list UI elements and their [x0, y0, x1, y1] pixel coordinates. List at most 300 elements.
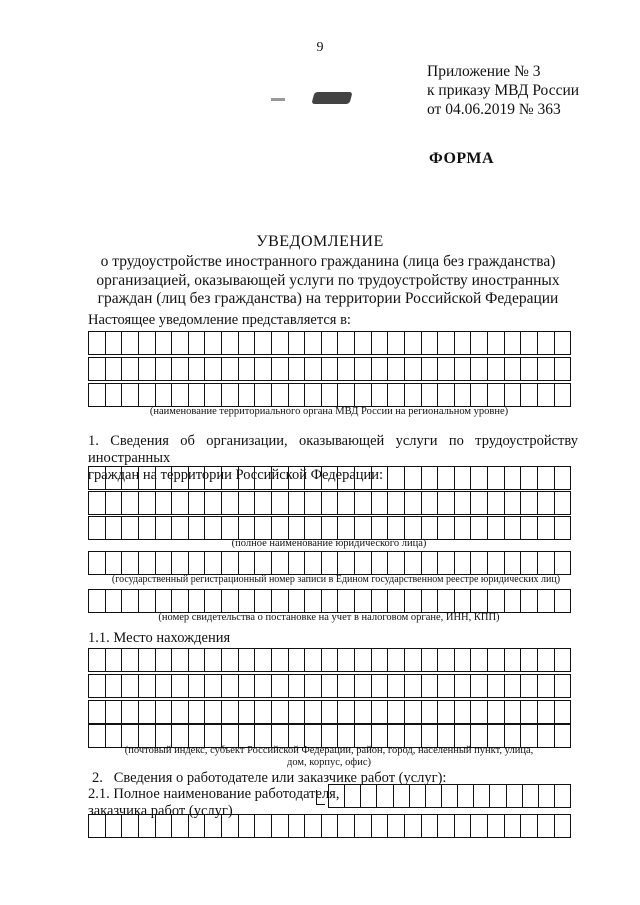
- input-cell[interactable]: [455, 649, 472, 671]
- input-cell[interactable]: [455, 590, 472, 612]
- input-cell[interactable]: [372, 649, 389, 671]
- input-cell[interactable]: [189, 675, 206, 697]
- input-cell[interactable]: [156, 332, 173, 354]
- input-cell[interactable]: [89, 590, 106, 612]
- input-cell[interactable]: [255, 552, 272, 574]
- input-cell[interactable]: [388, 552, 405, 574]
- input-cell[interactable]: [555, 358, 572, 380]
- input-cell[interactable]: [388, 815, 405, 837]
- input-cell[interactable]: [507, 785, 523, 807]
- input-cell[interactable]: [471, 467, 488, 489]
- employer-name-field-row-2[interactable]: [88, 814, 571, 838]
- input-cell[interactable]: [172, 701, 189, 723]
- input-cell[interactable]: [455, 517, 472, 539]
- input-cell[interactable]: [521, 701, 538, 723]
- input-cell[interactable]: [205, 701, 222, 723]
- input-cell[interactable]: [405, 649, 422, 671]
- input-cell[interactable]: [442, 785, 458, 807]
- input-cell[interactable]: [555, 467, 572, 489]
- input-cell[interactable]: [289, 552, 306, 574]
- input-cell[interactable]: [89, 725, 106, 747]
- inn-kpp-field[interactable]: [88, 589, 571, 613]
- input-cell[interactable]: [106, 701, 123, 723]
- input-cell[interactable]: [538, 701, 555, 723]
- input-cell[interactable]: [455, 552, 472, 574]
- input-cell[interactable]: [322, 675, 339, 697]
- input-cell[interactable]: [239, 467, 256, 489]
- input-cell[interactable]: [189, 467, 206, 489]
- input-cell[interactable]: [122, 590, 139, 612]
- input-cell[interactable]: [106, 552, 123, 574]
- input-cell[interactable]: [372, 358, 389, 380]
- input-cell[interactable]: [106, 815, 123, 837]
- input-cell[interactable]: [455, 467, 472, 489]
- input-cell[interactable]: [422, 725, 439, 747]
- input-cell[interactable]: [422, 552, 439, 574]
- input-cell[interactable]: [422, 815, 439, 837]
- input-cell[interactable]: [272, 725, 289, 747]
- input-cell[interactable]: [405, 358, 422, 380]
- input-cell[interactable]: [205, 590, 222, 612]
- input-cell[interactable]: [555, 785, 571, 807]
- input-cell[interactable]: [322, 815, 339, 837]
- input-cell[interactable]: [471, 492, 488, 514]
- input-cell[interactable]: [156, 590, 173, 612]
- input-cell[interactable]: [538, 492, 555, 514]
- input-cell[interactable]: [89, 517, 106, 539]
- input-cell[interactable]: [355, 517, 372, 539]
- input-cell[interactable]: [222, 725, 239, 747]
- input-cell[interactable]: [488, 649, 505, 671]
- input-cell[interactable]: [422, 332, 439, 354]
- input-cell[interactable]: [438, 701, 455, 723]
- input-cell[interactable]: [338, 492, 355, 514]
- input-cell[interactable]: [239, 701, 256, 723]
- input-cell[interactable]: [345, 785, 361, 807]
- input-cell[interactable]: [172, 332, 189, 354]
- input-cell[interactable]: [361, 785, 377, 807]
- input-cell[interactable]: [122, 358, 139, 380]
- input-cell[interactable]: [338, 358, 355, 380]
- input-cell[interactable]: [189, 552, 206, 574]
- input-cell[interactable]: [471, 701, 488, 723]
- input-cell[interactable]: [255, 725, 272, 747]
- input-cell[interactable]: [272, 701, 289, 723]
- input-cell[interactable]: [156, 517, 173, 539]
- input-cell[interactable]: [305, 517, 322, 539]
- input-cell[interactable]: [488, 701, 505, 723]
- input-cell[interactable]: [222, 332, 239, 354]
- input-cell[interactable]: [555, 649, 572, 671]
- input-cell[interactable]: [438, 358, 455, 380]
- input-cell[interactable]: [505, 815, 522, 837]
- input-cell[interactable]: [338, 725, 355, 747]
- input-cell[interactable]: [372, 701, 389, 723]
- input-cell[interactable]: [521, 332, 538, 354]
- input-cell[interactable]: [205, 649, 222, 671]
- input-cell[interactable]: [89, 358, 106, 380]
- input-cell[interactable]: [355, 649, 372, 671]
- input-cell[interactable]: [438, 552, 455, 574]
- input-cell[interactable]: [405, 492, 422, 514]
- input-cell[interactable]: [156, 701, 173, 723]
- input-cell[interactable]: [122, 492, 139, 514]
- input-cell[interactable]: [205, 725, 222, 747]
- input-cell[interactable]: [222, 815, 239, 837]
- input-cell[interactable]: [338, 552, 355, 574]
- input-cell[interactable]: [538, 552, 555, 574]
- input-cell[interactable]: [272, 384, 289, 406]
- input-cell[interactable]: [438, 467, 455, 489]
- input-cell[interactable]: [239, 590, 256, 612]
- input-cell[interactable]: [239, 492, 256, 514]
- input-cell[interactable]: [523, 785, 539, 807]
- input-cell[interactable]: [189, 701, 206, 723]
- input-cell[interactable]: [305, 815, 322, 837]
- input-cell[interactable]: [239, 358, 256, 380]
- input-cell[interactable]: [388, 649, 405, 671]
- input-cell[interactable]: [106, 649, 123, 671]
- input-cell[interactable]: [505, 649, 522, 671]
- input-cell[interactable]: [139, 675, 156, 697]
- input-cell[interactable]: [422, 675, 439, 697]
- input-cell[interactable]: [255, 815, 272, 837]
- input-cell[interactable]: [305, 467, 322, 489]
- input-cell[interactable]: [172, 675, 189, 697]
- input-cell[interactable]: [426, 785, 442, 807]
- input-cell[interactable]: [89, 467, 106, 489]
- input-cell[interactable]: [172, 492, 189, 514]
- input-cell[interactable]: [488, 815, 505, 837]
- input-cell[interactable]: [122, 517, 139, 539]
- input-cell[interactable]: [372, 467, 389, 489]
- input-cell[interactable]: [422, 590, 439, 612]
- input-cell[interactable]: [405, 701, 422, 723]
- input-cell[interactable]: [338, 384, 355, 406]
- input-cell[interactable]: [172, 384, 189, 406]
- input-cell[interactable]: [388, 332, 405, 354]
- input-cell[interactable]: [488, 725, 505, 747]
- input-cell[interactable]: [322, 701, 339, 723]
- input-cell[interactable]: [455, 332, 472, 354]
- input-cell[interactable]: [305, 725, 322, 747]
- input-cell[interactable]: [272, 815, 289, 837]
- input-cell[interactable]: [455, 384, 472, 406]
- input-cell[interactable]: [488, 517, 505, 539]
- legal-name-field-row-3[interactable]: [88, 516, 571, 540]
- input-cell[interactable]: [122, 332, 139, 354]
- input-cell[interactable]: [122, 725, 139, 747]
- input-cell[interactable]: [505, 701, 522, 723]
- employer-name-field-row-1[interactable]: [328, 784, 571, 808]
- input-cell[interactable]: [555, 517, 572, 539]
- input-cell[interactable]: [322, 467, 339, 489]
- input-cell[interactable]: [156, 467, 173, 489]
- input-cell[interactable]: [438, 675, 455, 697]
- input-cell[interactable]: [106, 517, 123, 539]
- input-cell[interactable]: [122, 675, 139, 697]
- input-cell[interactable]: [172, 815, 189, 837]
- input-cell[interactable]: [555, 815, 572, 837]
- input-cell[interactable]: [239, 725, 256, 747]
- input-cell[interactable]: [139, 517, 156, 539]
- input-cell[interactable]: [139, 701, 156, 723]
- input-cell[interactable]: [338, 815, 355, 837]
- input-cell[interactable]: [388, 725, 405, 747]
- input-cell[interactable]: [521, 517, 538, 539]
- input-cell[interactable]: [521, 815, 538, 837]
- input-cell[interactable]: [222, 701, 239, 723]
- input-cell[interactable]: [189, 358, 206, 380]
- input-cell[interactable]: [205, 517, 222, 539]
- input-cell[interactable]: [139, 492, 156, 514]
- input-cell[interactable]: [538, 517, 555, 539]
- input-cell[interactable]: [172, 552, 189, 574]
- input-cell[interactable]: [172, 725, 189, 747]
- input-cell[interactable]: [156, 675, 173, 697]
- input-cell[interactable]: [555, 675, 572, 697]
- input-cell[interactable]: [239, 552, 256, 574]
- input-cell[interactable]: [438, 517, 455, 539]
- input-cell[interactable]: [355, 590, 372, 612]
- input-cell[interactable]: [189, 649, 206, 671]
- input-cell[interactable]: [438, 332, 455, 354]
- input-cell[interactable]: [338, 517, 355, 539]
- input-cell[interactable]: [538, 649, 555, 671]
- input-cell[interactable]: [272, 332, 289, 354]
- input-cell[interactable]: [139, 649, 156, 671]
- input-cell[interactable]: [538, 467, 555, 489]
- input-cell[interactable]: [222, 358, 239, 380]
- input-cell[interactable]: [505, 675, 522, 697]
- input-cell[interactable]: [89, 384, 106, 406]
- input-cell[interactable]: [355, 552, 372, 574]
- input-cell[interactable]: [172, 590, 189, 612]
- input-cell[interactable]: [305, 358, 322, 380]
- input-cell[interactable]: [189, 492, 206, 514]
- input-cell[interactable]: [555, 725, 572, 747]
- input-cell[interactable]: [255, 384, 272, 406]
- input-cell[interactable]: [405, 332, 422, 354]
- input-cell[interactable]: [338, 675, 355, 697]
- input-cell[interactable]: [471, 675, 488, 697]
- input-cell[interactable]: [422, 492, 439, 514]
- input-cell[interactable]: [222, 517, 239, 539]
- input-cell[interactable]: [438, 590, 455, 612]
- input-cell[interactable]: [322, 358, 339, 380]
- input-cell[interactable]: [106, 590, 123, 612]
- input-cell[interactable]: [338, 701, 355, 723]
- input-cell[interactable]: [255, 517, 272, 539]
- input-cell[interactable]: [555, 552, 572, 574]
- input-cell[interactable]: [305, 590, 322, 612]
- input-cell[interactable]: [222, 675, 239, 697]
- input-cell[interactable]: [422, 384, 439, 406]
- input-cell[interactable]: [405, 552, 422, 574]
- input-cell[interactable]: [521, 384, 538, 406]
- input-cell[interactable]: [122, 467, 139, 489]
- input-cell[interactable]: [505, 590, 522, 612]
- input-cell[interactable]: [139, 332, 156, 354]
- input-cell[interactable]: [488, 552, 505, 574]
- input-cell[interactable]: [555, 332, 572, 354]
- input-cell[interactable]: [156, 552, 173, 574]
- input-cell[interactable]: [272, 649, 289, 671]
- input-cell[interactable]: [471, 384, 488, 406]
- input-cell[interactable]: [239, 815, 256, 837]
- input-cell[interactable]: [405, 517, 422, 539]
- input-cell[interactable]: [305, 492, 322, 514]
- input-cell[interactable]: [322, 725, 339, 747]
- input-cell[interactable]: [388, 590, 405, 612]
- input-cell[interactable]: [239, 675, 256, 697]
- input-cell[interactable]: [388, 701, 405, 723]
- input-cell[interactable]: [189, 517, 206, 539]
- input-cell[interactable]: [89, 701, 106, 723]
- input-cell[interactable]: [289, 649, 306, 671]
- input-cell[interactable]: [222, 492, 239, 514]
- input-cell[interactable]: [455, 492, 472, 514]
- input-cell[interactable]: [471, 590, 488, 612]
- input-cell[interactable]: [488, 332, 505, 354]
- input-cell[interactable]: [289, 517, 306, 539]
- input-cell[interactable]: [471, 517, 488, 539]
- input-cell[interactable]: [488, 358, 505, 380]
- address-field-row-2[interactable]: [88, 674, 571, 698]
- input-cell[interactable]: [255, 332, 272, 354]
- input-cell[interactable]: [388, 517, 405, 539]
- input-cell[interactable]: [471, 649, 488, 671]
- input-cell[interactable]: [222, 467, 239, 489]
- input-cell[interactable]: [355, 467, 372, 489]
- input-cell[interactable]: [222, 590, 239, 612]
- input-cell[interactable]: [122, 552, 139, 574]
- input-cell[interactable]: [289, 467, 306, 489]
- input-cell[interactable]: [305, 675, 322, 697]
- input-cell[interactable]: [372, 517, 389, 539]
- input-cell[interactable]: [139, 467, 156, 489]
- input-cell[interactable]: [122, 384, 139, 406]
- input-cell[interactable]: [106, 358, 123, 380]
- input-cell[interactable]: [205, 358, 222, 380]
- territorial-organ-field-row-3[interactable]: [88, 383, 571, 407]
- input-cell[interactable]: [139, 384, 156, 406]
- input-cell[interactable]: [377, 785, 393, 807]
- input-cell[interactable]: [505, 384, 522, 406]
- input-cell[interactable]: [305, 552, 322, 574]
- input-cell[interactable]: [521, 675, 538, 697]
- input-cell[interactable]: [89, 332, 106, 354]
- input-cell[interactable]: [156, 725, 173, 747]
- input-cell[interactable]: [372, 552, 389, 574]
- input-cell[interactable]: [329, 785, 345, 807]
- input-cell[interactable]: [538, 590, 555, 612]
- input-cell[interactable]: [538, 815, 555, 837]
- input-cell[interactable]: [322, 492, 339, 514]
- input-cell[interactable]: [106, 332, 123, 354]
- input-cell[interactable]: [89, 675, 106, 697]
- input-cell[interactable]: [471, 358, 488, 380]
- territorial-organ-field-row-1[interactable]: [88, 331, 571, 355]
- input-cell[interactable]: [372, 590, 389, 612]
- input-cell[interactable]: [539, 785, 555, 807]
- address-field-row-3[interactable]: [88, 700, 571, 724]
- input-cell[interactable]: [388, 492, 405, 514]
- input-cell[interactable]: [289, 725, 306, 747]
- input-cell[interactable]: [106, 384, 123, 406]
- input-cell[interactable]: [289, 590, 306, 612]
- input-cell[interactable]: [189, 815, 206, 837]
- input-cell[interactable]: [305, 384, 322, 406]
- input-cell[interactable]: [139, 358, 156, 380]
- input-cell[interactable]: [289, 332, 306, 354]
- input-cell[interactable]: [205, 815, 222, 837]
- input-cell[interactable]: [122, 649, 139, 671]
- input-cell[interactable]: [471, 815, 488, 837]
- input-cell[interactable]: [455, 815, 472, 837]
- input-cell[interactable]: [255, 590, 272, 612]
- input-cell[interactable]: [289, 492, 306, 514]
- input-cell[interactable]: [255, 649, 272, 671]
- input-cell[interactable]: [488, 590, 505, 612]
- input-cell[interactable]: [89, 649, 106, 671]
- input-cell[interactable]: [139, 552, 156, 574]
- input-cell[interactable]: [488, 384, 505, 406]
- input-cell[interactable]: [355, 701, 372, 723]
- input-cell[interactable]: [222, 552, 239, 574]
- input-cell[interactable]: [538, 384, 555, 406]
- input-cell[interactable]: [205, 552, 222, 574]
- input-cell[interactable]: [255, 701, 272, 723]
- input-cell[interactable]: [355, 675, 372, 697]
- input-cell[interactable]: [405, 384, 422, 406]
- address-field-row-1[interactable]: [88, 648, 571, 672]
- input-cell[interactable]: [538, 675, 555, 697]
- input-cell[interactable]: [156, 649, 173, 671]
- input-cell[interactable]: [222, 649, 239, 671]
- input-cell[interactable]: [422, 517, 439, 539]
- input-cell[interactable]: [372, 384, 389, 406]
- input-cell[interactable]: [422, 649, 439, 671]
- input-cell[interactable]: [438, 649, 455, 671]
- input-cell[interactable]: [272, 675, 289, 697]
- input-cell[interactable]: [172, 517, 189, 539]
- input-cell[interactable]: [471, 332, 488, 354]
- input-cell[interactable]: [372, 332, 389, 354]
- input-cell[interactable]: [410, 785, 426, 807]
- input-cell[interactable]: [505, 552, 522, 574]
- input-cell[interactable]: [322, 552, 339, 574]
- input-cell[interactable]: [438, 384, 455, 406]
- input-cell[interactable]: [521, 492, 538, 514]
- input-cell[interactable]: [555, 384, 572, 406]
- input-cell[interactable]: [394, 785, 410, 807]
- input-cell[interactable]: [255, 675, 272, 697]
- input-cell[interactable]: [139, 815, 156, 837]
- input-cell[interactable]: [458, 785, 474, 807]
- input-cell[interactable]: [388, 358, 405, 380]
- input-cell[interactable]: [189, 384, 206, 406]
- input-cell[interactable]: [521, 649, 538, 671]
- input-cell[interactable]: [156, 492, 173, 514]
- input-cell[interactable]: [505, 332, 522, 354]
- input-cell[interactable]: [172, 649, 189, 671]
- input-cell[interactable]: [505, 725, 522, 747]
- input-cell[interactable]: [521, 590, 538, 612]
- input-cell[interactable]: [388, 675, 405, 697]
- input-cell[interactable]: [156, 384, 173, 406]
- input-cell[interactable]: [505, 358, 522, 380]
